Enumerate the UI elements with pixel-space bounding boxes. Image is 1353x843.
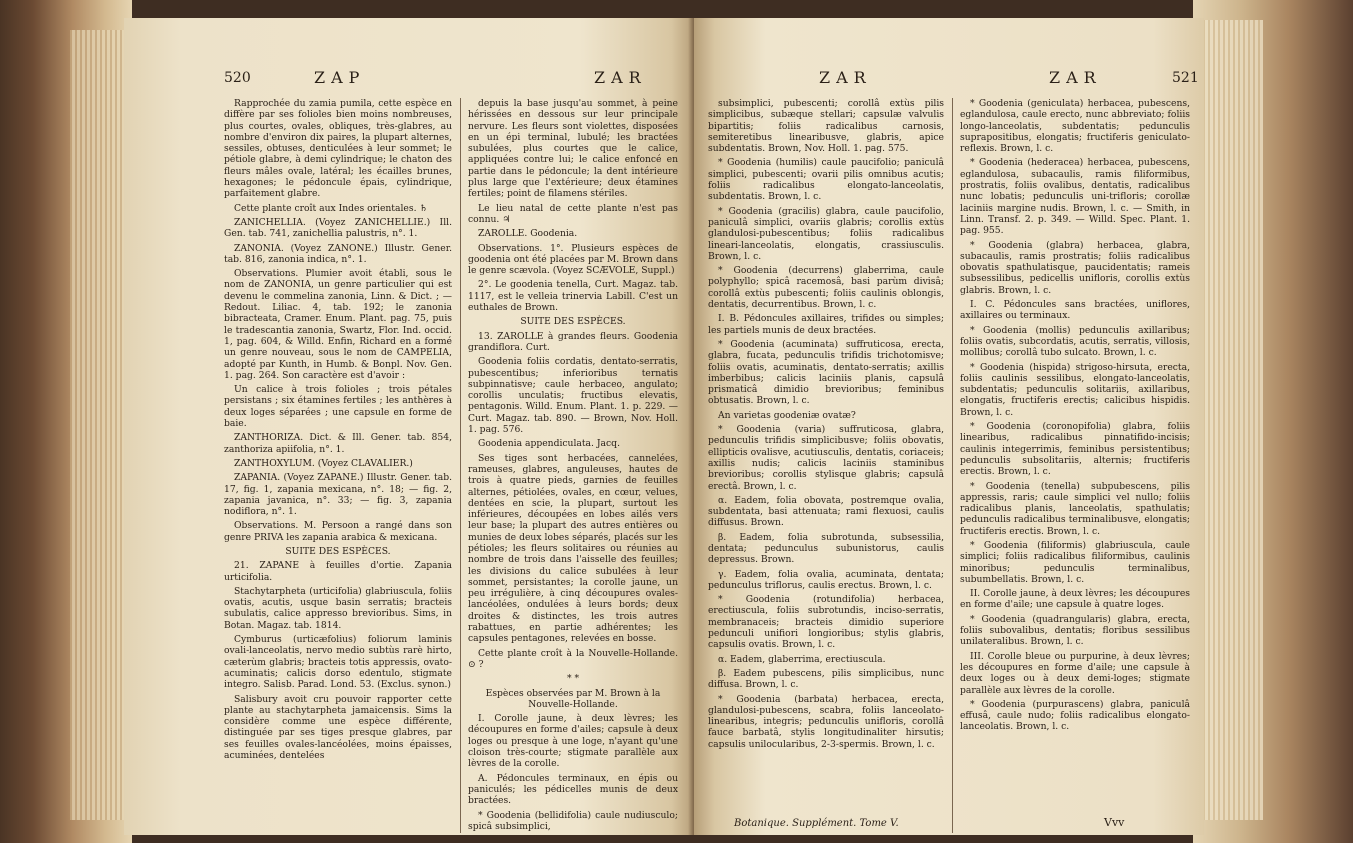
column-rule — [460, 98, 461, 833]
text-paragraph: SUITE DES ESPÈCES. — [285, 545, 391, 557]
text-paragraph: * Goodenia (humilis) caule paucifolio; paniculâ simplici, pubescenti; ovarii pilis omnibus acutis; foliis radicalibus elongato-lanceolatis, subdentatis. Brown, l. c. — [708, 157, 944, 203]
text-paragraph: ZAROLLE. Goodenia. — [478, 228, 578, 240]
text-paragraph: Ses tiges sont herbacées, cannelées, rameuses, glabres, anguleuses, hautes de trois à quatre pieds, garnies de feuilles alternes, pétiolées, ovales, en cœur, velues, dentées en scie, la plupart, surtout les inférieures, découpées en lobes ailés vers leur base; la plupart des autres entières ou munies de deux lobes séparés, placés sur les pétioles; les fleurs solitaires ou réunies au nombre de trois dans l'aisselle des feuilles; les divisions du calice subulées à leur sommet, persistantes; la corolle jaune, un peu irrégulière, à cinq découpures ovales-lancéolées, ondulées à leurs bords; deux droites & distinctes, les trois autres rabattues, en partie adhérentes; les capsules pentagones, relevées en bosse. — [468, 452, 678, 645]
text-paragraph: Cette plante croît à la Nouvelle-Hollande. ⊙ ? — [468, 647, 678, 670]
page-number-left: 520 — [224, 70, 251, 86]
page-number-right: 521 — [1172, 70, 1199, 86]
text-paragraph: * Goodenia (hispida) strigoso-hirsuta, erecta, foliis caulinis sessilibus, elongato-lanceolatis, subdentatis; pedunculis solitariis, axillaribus, elongatis, fructiferis erectis; calicibus hispidis. Brown, l. c. — [960, 361, 1190, 418]
text-paragraph: * Goodenia (coronopifolia) glabra, foliis linearibus, radicalibus pinnatifido-incisis; caulinis integerrimis, feminibus persistentibus; pedunculis subsolitariis, alternis; fructiferis erectis. Brown, l. c. — [960, 421, 1190, 478]
text-paragraph: I. Corolle jaune, à deux lèvres; les découpures en forme d'ailes; capsule à deux loges ou presque à une loge, n'ayant qu'une cloison très-courte; stigmate parallèle aux lèvres de la corolle. — [468, 713, 678, 770]
text-paragraph: * Goodenia (decurrens) glaberrima, caule polyphyllo; spicâ racemosâ, basi parùm divisâ; corollâ extùs pubescenti; foliis caulinis oblongis, dentatis, decurrentibus. Brown, l. c. — [708, 265, 944, 311]
column-rule — [952, 98, 953, 833]
text-paragraph: * Goodenia (geniculata) herbacea, pubescens, eglandulosa, caule erecto, nunc abbreviato; foliis longo-lanceolatis, subdentatis; pedunculis suprapositibus, elongatis; fructiferis geniculato-reflexis. Brown, l. c. — [960, 98, 1190, 155]
text-paragraph: I. C. Pédoncules sans bractées, uniflores, axillaires ou terminaux. — [960, 299, 1190, 322]
text-paragraph: Goodenia foliis cordatis, dentato-serratis, pubescentibus; inferioribus ternatis subpinnatisve; caule herbaceo, angulato; corollis unculatis; fructibus elevatis, pentagonis. Willd. Enum. Plant. 1. p. 229. — Curt. Magaz. tab. 890. — Brown, Nov. Holl. 1. pag. 576. — [468, 356, 678, 436]
text-paragraph: * Goodenia (glabra) herbacea, glabra, subacaulis, ramis prostratis; foliis radicalibus obovatis spathulatisque, paucidentatis; rameis subsessilibus, pedicellis unifloris, corollis extùs glabris. Brown, l. c. — [960, 239, 1190, 296]
text-paragraph: α. Eadem, folia obovata, postremque ovalia, subdentata, basi attenuata; rami flexuosi, caulis diffusus. Brown. — [708, 494, 944, 529]
text-paragraph: ZAPANIA. (Voyez ZAPANE.) Illustr. Gener. tab. 17, fig. 1, zapania mexicana, n°. 18; — fig. 2, zapania javanica, n°. 33; — fig. 3, zapania nodiflora, n°. 1. — [224, 472, 452, 518]
right-page — [694, 18, 1204, 835]
book-edge-right — [1193, 0, 1353, 843]
text-paragraph: ZANTHOXYLUM. (Voyez CLAVALIER.) — [234, 457, 413, 469]
text-paragraph: 13. ZAROLLE à grandes fleurs. Goodenia grandiflora. Curt. — [468, 330, 678, 353]
right-column-1 — [708, 98, 944, 753]
running-head-right: ZAR — [594, 68, 647, 87]
text-paragraph: * Goodenia (hederacea) herbacea, pubescens, eglandulosa, subacaulis, ramis filiformibus, prostratis, foliis ovalibus, dentatis, radicalibus nunc lobatis; pedunculis uni-trifloris; corollæ laciniis margine nudis. Brown, l. c. — Smith, in Linn. Transf. 2. p. 349. — Willd. Spec. Plant. 1. pag. 955. — [960, 157, 1190, 237]
text-paragraph: 2°. Le goodenia tenella, Curt. Magaz. tab. 1117, est le velleia trinervia Labill. C'est un euthales de Brown. — [468, 279, 678, 314]
text-paragraph: Observations. Plumier avoit établi, sous le nom de ZANONIA, un genre particulier qui est devenu le commelina zanonia, Linn. & Dict. ; — Redout. Liliac. 4, tab. 192; le zanonia bibracteata, Cramer. Enum. Plant. pag. 75, puis le tradescantia zanonia, Swartz, Flor. Ind. occid. 1, pag. 604, & Willd. Enfin, Richard en a formé un genre nouveau, sous le nom de CAMPELIA, adopté par Kunth, in Humb. & Bonpl. Nov. Gen. 1. pag. 264. Son caractère est d'avoir : — [224, 268, 452, 381]
text-paragraph: depuis la base jusqu'au sommet, à peine hérissées en dessous sur leur principale nervure. Les fleurs sont violettes, disposées en un épi terminal, lubulé; les bractées subulées, plus courtes que le calice, appliquées contre lui; le calice enfoncé en partie dans le pédoncule; la dent intérieure plus large que l'extérieure; deux étamines fertiles; point de filamens stériles. — [468, 98, 678, 200]
text-paragraph: An varietas goodeniæ ovatæ? — [718, 409, 856, 421]
text-paragraph: ZANONIA. (Voyez ZANONE.) Illustr. Gener. tab. 816, zanonia indica, n°. 1. — [224, 242, 452, 265]
text-paragraph: * Goodenia (varia) suffruticosa, glabra, pedunculis trifidis simplicibusve; foliis obovatis, ellipticis ovalisve, acutiusculis, dentatis, coriaceis; axillis nudis; calicis laciniis staminibus brevioribus; corollis stylisque glabris; capsulâ erectâ. Brown, l. c. — [708, 424, 944, 492]
text-paragraph: β. Eadem pubescens, pilis simplicibus, nunc diffusa. Brown, l. c. — [708, 667, 944, 691]
text-paragraph: * * — [566, 673, 580, 685]
text-paragraph: I. B. Pédoncules axillaires, trifides ou simples; les partiels munis de deux bractées. — [708, 313, 944, 336]
left-page — [124, 18, 694, 835]
text-paragraph: α. Eadem, glaberrima, erectiuscula. — [718, 653, 886, 665]
text-paragraph: * Goodenia (acuminata) suffruticosa, erecta, glabra, fucata, pedunculis trifidis trichotomisve; foliis ovatis, acuminatis, dentato-serratis; axillis imberbibus; calicis laciniis planis, capsulâ prismaticâ dimidio brevioribus; feminibus obtusatis. Brown, l. c. — [708, 338, 944, 407]
running-head-left: ZAP — [314, 68, 366, 87]
text-paragraph: * Goodenia (tenella) subpubescens, pilis appressis, raris; caule simplici vel nullo; foliis radicalibus planis, lanceolatis, spathulatis; pedunculis radicalibus terminalibusve, elongatis; fructiferis erectis. Brown, l. c. — [960, 480, 1190, 537]
text-paragraph: β. Eadem, folia subrotunda, subsessilia, dentata; pedunculus subunistorus, caulis depressus. Brown. — [708, 531, 944, 566]
text-paragraph: ZANICHELLIA. (Voyez ZANICHELLIE.) Ill. Gen. tab. 741, zanichellia palustris, n°. 1. — [224, 216, 452, 240]
text-paragraph: Goodenia appendiculata. Jacq. — [478, 438, 620, 450]
text-paragraph: * Goodenia (mollis) pedunculis axillaribus; foliis ovatis, subcordatis, acutis, serratis, villosis, mollibus; corollâ tubo sulcato. Brown, l. c. — [960, 324, 1190, 359]
text-paragraph: * Goodenia (quadrangularis) glabra, erecta, foliis subovalibus, dentatis; floribus sessilibus unilateralibus. Brown, l. c. — [960, 613, 1190, 648]
text-paragraph: A. Pédoncules terminaux, en épis ou paniculés; les pédicelles munis de deux bractées. — [468, 772, 678, 807]
text-paragraph: 21. ZAPANE à feuilles d'ortie. Zapania urticifolia. — [224, 560, 452, 583]
running-head-right: ZAR — [1049, 68, 1102, 87]
text-paragraph: Rapprochée du zamia pumila, cette espèce en diffère par ses folioles bien moins nombreuses, plus courtes, ovales, obliques, très-glabres, au nombre d'environ dix paires, la plupart alternes, sessiles, obtuses, denticulées à leur sommet; le pétiole glabre, à demi cylindrique; le chaton des fleurs mâles ovale, latéral; les écailles brunes, hexagones; le pédoncule épais, cylindrique, parfaitement glabre. — [224, 98, 452, 200]
text-paragraph: * Goodenia (purpurascens) glabra, paniculâ effusâ, caule nudo; foliis radicalibus elongato-lanceolatis. Brown, l. c. — [960, 698, 1190, 733]
footer-text: Botanique. Supplément. Tome V. — [734, 818, 899, 829]
text-paragraph: * Goodenia (bellidifolia) caule nudiusculo; spicâ subsimplici, — [468, 809, 678, 832]
text-paragraph: Espèces observées par M. Brown à la Nouvelle-Hollande. — [485, 687, 661, 710]
text-paragraph: Salisbury avoit cru pouvoir rapporter cette plante au stachytarpheta jamaicensis. Sims la considère comme une espèce différente, distinguée par ses tiges presque glabres, par ses feuilles ovales-lancéolées, moins épaisses, acuminées, dentelées — [224, 693, 452, 762]
text-paragraph: * Goodenia (rotundifolia) herbacea, erectiuscula, foliis subrotundis, inciso-serratis, membranaceis; bracteis dimidio superiore pedunculi unifiori longioribus; stylis glabris, capsulis ovatis. Brown, l. c. — [708, 594, 944, 651]
signature-mark: Vvv — [1104, 816, 1125, 829]
text-paragraph: * Goodenia (gracilis) glabra, caule paucifolio, paniculâ simplici, ovariis glabris; corollis extùs glandulosi-pubescentibus; foliis radicalibus lineari-lanceolatis, elongatis, crassiusculis. Brown, l. c. — [708, 205, 944, 262]
text-paragraph: Observations. 1°. Plusieurs espèces de goodenia ont été placées par M. Brown dans le genre scævola. (Voyez SCÆVOLE, Suppl.) — [468, 242, 678, 277]
text-paragraph: ZANTHORIZA. Dict. & Ill. Gener. tab. 854, zanthoriza apiifolia, n°. 1. — [224, 432, 452, 455]
running-head-left: ZAR — [819, 68, 872, 87]
text-paragraph: * Goodenia (barbata) herbacea, erecta, glandulosi-pubescens, scabra, foliis lanceolato-linearibus, integris; pedunculis unifloris, corollâ fauce barbatâ, stylis longitudinaliter hirsutis; capsulis unilocularibus, 2-3-spermis. Brown, l. c. — [708, 693, 944, 750]
text-paragraph: Le lieu natal de cette plante n'est pas connu. ♃ — [468, 202, 678, 225]
book-edge-left — [0, 0, 132, 843]
text-paragraph: Cymburus (urticæfolius) foliorum laminis ovali-lanceolatis, nervo medio subtùs rarè hirto, cæterùm glabris; bracteis totis appressis, ovato-acuminatis; calicis dorso edentulo, stigmate integro. Salisb. Parad. Lond. 53. (Exclus. synon.) — [224, 634, 452, 691]
text-paragraph: II. Corolle jaune, à deux lèvres; les découpures en forme d'aile; une capsule à quatre loges. — [960, 588, 1190, 611]
text-paragraph: Cette plante croît aux Indes orientales. ♄ — [234, 202, 428, 214]
page-stack-left — [70, 30, 132, 820]
text-paragraph: Stachytarpheta (urticifolia) glabriuscula, foliis ovatis, acutis, usque basin serratis; bracteis subulatis, calice appresso brevioribus. Sims, in Botan. Magaz. tab. 1814. — [224, 585, 452, 631]
text-paragraph: Un calice à trois folioles ; trois pétales persistans ; six étamines fertiles ; les anthères à deux loges séparées ; une capsule en forme de baie. — [224, 384, 452, 430]
text-paragraph: III. Corolle bleue ou purpurine, à deux lèvres; les découpures en forme d'aile; une capsule à deux loges ou à deux demi-loges; stigmate parallèle aux lèvres de la corolle. — [960, 650, 1190, 696]
text-paragraph: SUITE DES ESPÈCES. — [520, 316, 626, 328]
text-paragraph: γ. Eadem, folia ovalia, acuminata, dentata; pedunculus triflorus, caulis erectus. Brown, l. c. — [708, 568, 944, 591]
right-column-2 — [960, 98, 1190, 736]
left-column-2 — [468, 98, 678, 835]
text-paragraph: subsimplici, pubescenti; corollâ extùs pilis simplicibus, subæque stellari; capsulæ valvulis bipartitis; foliis radicalibus carnosis, semiteretibus linearibusve, glabris, apice subdentatis. Brown, Nov. Holl. 1. pag. 575. — [708, 98, 944, 155]
text-paragraph: Observations. M. Persoon a rangé dans son genre PRIVA les zapania arabica & mexicana. — [224, 520, 452, 543]
left-column-1 — [224, 98, 452, 764]
text-paragraph: * Goodenia (filiformis) glabriuscula, caule simplici; foliis radicalibus filiformibus, caulinis minoribus; pedunculis terminalibus, subumbellatis. Brown, l. c. — [960, 539, 1190, 585]
